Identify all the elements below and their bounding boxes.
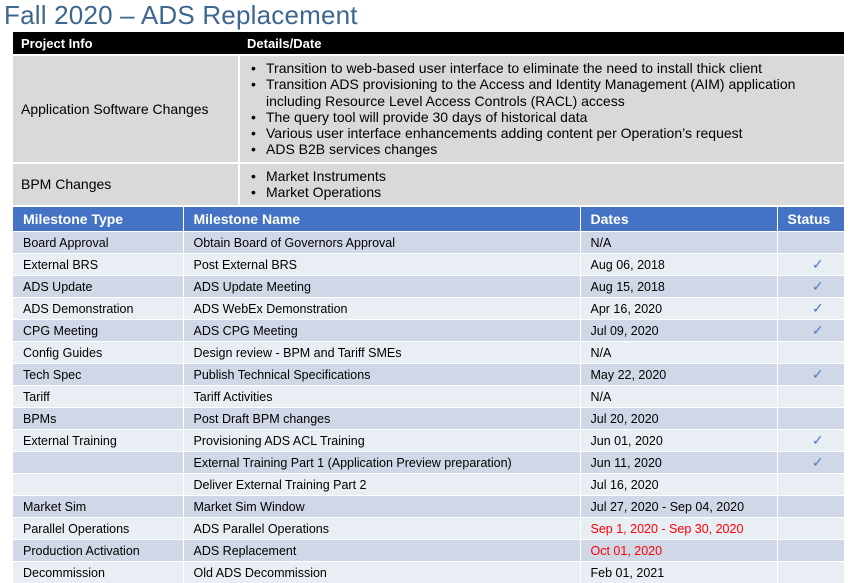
status-cell xyxy=(777,254,844,276)
milestone-name-cell: ADS WebEx Demonstration xyxy=(183,298,580,320)
milestone-name-cell: Deliver External Training Part 2 xyxy=(183,474,580,496)
status-cell xyxy=(777,452,844,474)
milestone-name-cell: ADS Update Meeting xyxy=(183,276,580,298)
milestone-type-cell: ADS Demonstration xyxy=(13,298,183,320)
status-cell xyxy=(777,276,844,298)
date-cell: Jul 16, 2020 xyxy=(580,474,777,496)
project-info-details xyxy=(239,163,844,205)
status-cell xyxy=(777,342,844,364)
table-row xyxy=(13,496,844,518)
date-cell: N/A xyxy=(580,232,777,254)
milestone-name-cell: External Training Part 1 (Application Preview preparation) xyxy=(183,452,580,474)
project-info-header-row xyxy=(13,32,844,55)
date-cell: Sep 1, 2020 - Sep 30, 2020 xyxy=(580,518,777,540)
milestone-name-cell: Design review - BPM and Tariff SMEs xyxy=(183,342,580,364)
milestone-table xyxy=(13,207,844,583)
milestone-type-cell: Tariff xyxy=(13,386,183,408)
status-cell xyxy=(777,430,844,452)
bullet-item: • Transition ADS provisioning to the Access and Identity Management (AIM) application including Resource Level Access Controls (RACL) access xyxy=(248,76,838,109)
milestone-type-cell: CPG Meeting xyxy=(13,320,183,342)
status-cell xyxy=(777,320,844,342)
page-title: Fall 2020 – ADS Replacement xyxy=(4,0,358,31)
milestone-header-row xyxy=(13,207,844,232)
milestone-name-cell: Publish Technical Specifications xyxy=(183,364,580,386)
date-cell: Feb 01, 2021 xyxy=(580,562,777,583)
table-row xyxy=(13,540,844,562)
milestone-type-cell: BPMs xyxy=(13,408,183,430)
details-date-header: Details/Date xyxy=(239,32,844,55)
project-info-row xyxy=(13,163,844,205)
milestone-type-cell: Parallel Operations xyxy=(13,518,183,540)
project-info-label: Application Software Changes xyxy=(13,55,239,163)
table-row xyxy=(13,452,844,474)
date-cell: Jul 27, 2020 - Sep 04, 2020 xyxy=(580,496,777,518)
date-cell: Oct 01, 2020 xyxy=(580,540,777,562)
table-row xyxy=(13,474,844,496)
table-row xyxy=(13,386,844,408)
milestone-name-cell: ADS Parallel Operations xyxy=(183,518,580,540)
milestone-type-cell: External BRS xyxy=(13,254,183,276)
milestone-name-cell: ADS CPG Meeting xyxy=(183,320,580,342)
milestone-type-cell: Production Activation xyxy=(13,540,183,562)
checkmark-icon: ✓ xyxy=(812,278,824,295)
milestone-name-cell: ADS Replacement xyxy=(183,540,580,562)
date-cell: N/A xyxy=(580,342,777,364)
date-cell: Jun 01, 2020 xyxy=(580,430,777,452)
checkmark-icon: ✓ xyxy=(812,322,824,339)
bullet-item: • Transition to web-based user interface to eliminate the need to install thick client xyxy=(248,60,838,76)
date-cell: Apr 16, 2020 xyxy=(580,298,777,320)
bullet-list xyxy=(248,60,838,158)
table-row xyxy=(13,364,844,386)
date-cell: Aug 15, 2018 xyxy=(580,276,777,298)
milestone-name-cell: Provisioning ADS ACL Training xyxy=(183,430,580,452)
status-cell xyxy=(777,496,844,518)
checkmark-icon: ✓ xyxy=(812,300,824,317)
status-cell xyxy=(777,298,844,320)
milestone-type-cell xyxy=(13,452,183,474)
milestone-name-header: Milestone Name xyxy=(183,207,580,232)
bullet-item: • The query tool will provide 30 days of historical data xyxy=(248,109,838,125)
milestone-name-cell: Tariff Activities xyxy=(183,386,580,408)
table-row xyxy=(13,254,844,276)
table-row xyxy=(13,430,844,452)
milestone-type-cell: Board Approval xyxy=(13,232,183,254)
table-row xyxy=(13,562,844,583)
date-cell: May 22, 2020 xyxy=(580,364,777,386)
milestone-name-cell: Obtain Board of Governors Approval xyxy=(183,232,580,254)
status-cell xyxy=(777,408,844,430)
dates-header: Dates xyxy=(580,207,777,232)
bullet-item: • Market Operations xyxy=(248,184,838,200)
status-cell xyxy=(777,562,844,583)
status-cell xyxy=(777,364,844,386)
status-cell xyxy=(777,540,844,562)
project-info-header: Project Info xyxy=(13,32,239,55)
table-row xyxy=(13,342,844,364)
status-cell xyxy=(777,474,844,496)
project-info-table xyxy=(13,32,844,205)
project-info-details xyxy=(239,55,844,163)
milestone-type-cell: ADS Update xyxy=(13,276,183,298)
milestone-name-cell: Post Draft BPM changes xyxy=(183,408,580,430)
status-cell xyxy=(777,386,844,408)
status-cell xyxy=(777,232,844,254)
milestone-type-cell: Config Guides xyxy=(13,342,183,364)
checkmark-icon: ✓ xyxy=(812,366,824,383)
table-row xyxy=(13,276,844,298)
status-header: Status xyxy=(777,207,844,232)
bullet-item: • ADS B2B services changes xyxy=(248,141,838,157)
milestone-rows xyxy=(13,232,844,583)
table-row xyxy=(13,518,844,540)
table-row xyxy=(13,408,844,430)
date-cell: Jun 11, 2020 xyxy=(580,452,777,474)
milestone-type-cell xyxy=(13,474,183,496)
date-cell: Jul 09, 2020 xyxy=(580,320,777,342)
milestone-name-cell: Post External BRS xyxy=(183,254,580,276)
checkmark-icon: ✓ xyxy=(812,256,824,273)
bullet-list xyxy=(248,168,838,201)
milestone-type-cell: External Training xyxy=(13,430,183,452)
checkmark-icon: ✓ xyxy=(812,454,824,471)
project-info-label: BPM Changes xyxy=(13,163,239,205)
bullet-item: • Various user interface enhancements adding content per Operation’s request xyxy=(248,125,838,141)
milestone-type-cell: Decommission xyxy=(13,562,183,583)
milestone-name-cell: Market Sim Window xyxy=(183,496,580,518)
bullet-item: • Market Instruments xyxy=(248,168,838,184)
table-row xyxy=(13,298,844,320)
table-row xyxy=(13,232,844,254)
status-cell xyxy=(777,518,844,540)
date-cell: N/A xyxy=(580,386,777,408)
checkmark-icon: ✓ xyxy=(812,432,824,449)
date-cell: Jul 20, 2020 xyxy=(580,408,777,430)
table-row xyxy=(13,320,844,342)
milestone-type-header: Milestone Type xyxy=(13,207,183,232)
date-cell: Aug 06, 2018 xyxy=(580,254,777,276)
milestone-type-cell: Tech Spec xyxy=(13,364,183,386)
project-info-row xyxy=(13,55,844,163)
milestone-name-cell: Old ADS Decommission xyxy=(183,562,580,583)
milestone-type-cell: Market Sim xyxy=(13,496,183,518)
